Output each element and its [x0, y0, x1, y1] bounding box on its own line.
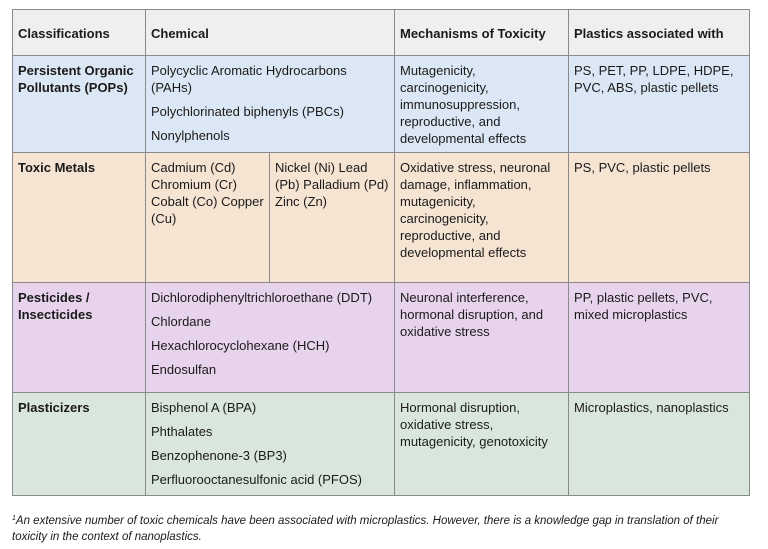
plastics-text: PS, PVC, plastic pellets: [574, 160, 711, 175]
toxic-chemicals-table: [12, 9, 750, 496]
chemical-item: Hexachlorocyclohexane (HCH): [151, 338, 330, 353]
footnote-marker: 1: [12, 515, 16, 522]
header-classifications: Classifications: [13, 10, 146, 56]
mechanisms-text: Hormonal disruption, oxidative stress, mutagenicity, genotoxicity: [400, 400, 548, 449]
chemical-item: Perfluorooctanesulfonic acid (PFOS): [151, 472, 362, 487]
chemical-cell: [146, 393, 395, 496]
chemical-item: Chlordane: [151, 314, 211, 329]
chemical-item: Bisphenol A (BPA): [151, 400, 257, 415]
plastics-text: PS, PET, PP, LDPE, HDPE, PVC, ABS, plastic pellets: [574, 63, 734, 95]
metals-right-list: Nickel (Ni) Lead (Pb) Palladium (Pd) Zinc (Zn): [275, 160, 389, 209]
classification-cell: [13, 393, 146, 496]
mechanisms-cell: [395, 393, 569, 496]
table-row: [13, 56, 750, 153]
classification-label: Plasticizers: [18, 400, 90, 415]
classification-cell: [13, 56, 146, 153]
plastics-cell: [569, 393, 750, 496]
plastics-text: PP, plastic pellets, PVC, mixed microplastics: [574, 290, 713, 322]
mechanisms-cell: [395, 56, 569, 153]
chemical-cell: [146, 283, 395, 393]
plastics-cell: [569, 153, 750, 283]
chemical-cell: [146, 56, 395, 153]
plastics-text: Microplastics, nanoplastics: [574, 400, 729, 415]
table-header-row: [13, 10, 750, 56]
chemical-cell: [146, 153, 395, 283]
classification-cell: [13, 283, 146, 393]
classification-label: Pesticides / Insecticides: [18, 290, 93, 322]
chemical-item: Endosulfan: [151, 362, 217, 377]
chemical-item: Polychlorinated biphenyls (PBCs): [151, 104, 344, 119]
classification-label: Persistent Organic Pollutants (POPs): [18, 63, 134, 95]
mechanisms-text: Mutagenicity, carcinogenicity, immunosuppression, reproductive, and developmental effects: [400, 63, 527, 146]
metals-left-list: Cadmium (Cd) Chromium (Cr) Cobalt (Co) Copper (Cu): [146, 153, 270, 282]
classification-cell: [13, 153, 146, 283]
header-plastics: Plastics associated with: [569, 10, 750, 56]
mechanisms-cell: [395, 283, 569, 393]
table-row: [13, 153, 750, 283]
footnote: [12, 513, 752, 545]
table-row: [13, 283, 750, 393]
mechanisms-text: Oxidative stress, neuronal damage, inflammation, mutagenicity, carcinogenicity, reproductive, and developmental effects: [400, 160, 551, 260]
plastics-cell: [569, 56, 750, 153]
classification-label: Toxic Metals: [18, 160, 96, 175]
mechanisms-text: Neuronal interference, hormonal disruption, and oxidative stress: [400, 290, 544, 339]
chemical-item: Dichlorodiphenyltrichloroethane (DDT): [151, 290, 373, 305]
header-mechanisms: Mechanisms of Toxicity: [395, 10, 569, 56]
chemical-item: Benzophenone-3 (BP3): [151, 448, 287, 463]
header-chemical: Chemical: [146, 10, 395, 56]
table-row: [13, 393, 750, 496]
chemical-item: Polycyclic Aromatic Hydrocarbons (PAHs): [151, 63, 347, 95]
chemical-item: Nonylphenols: [151, 128, 230, 143]
plastics-cell: [569, 283, 750, 393]
chemical-item: Phthalates: [151, 424, 213, 439]
mechanisms-cell: [395, 153, 569, 283]
footnote-text: An extensive number of toxic chemicals have been associated with microplastics. However, there is a knowledge gap in translation of their toxicity in the context of nanoplastics.: [12, 515, 719, 543]
